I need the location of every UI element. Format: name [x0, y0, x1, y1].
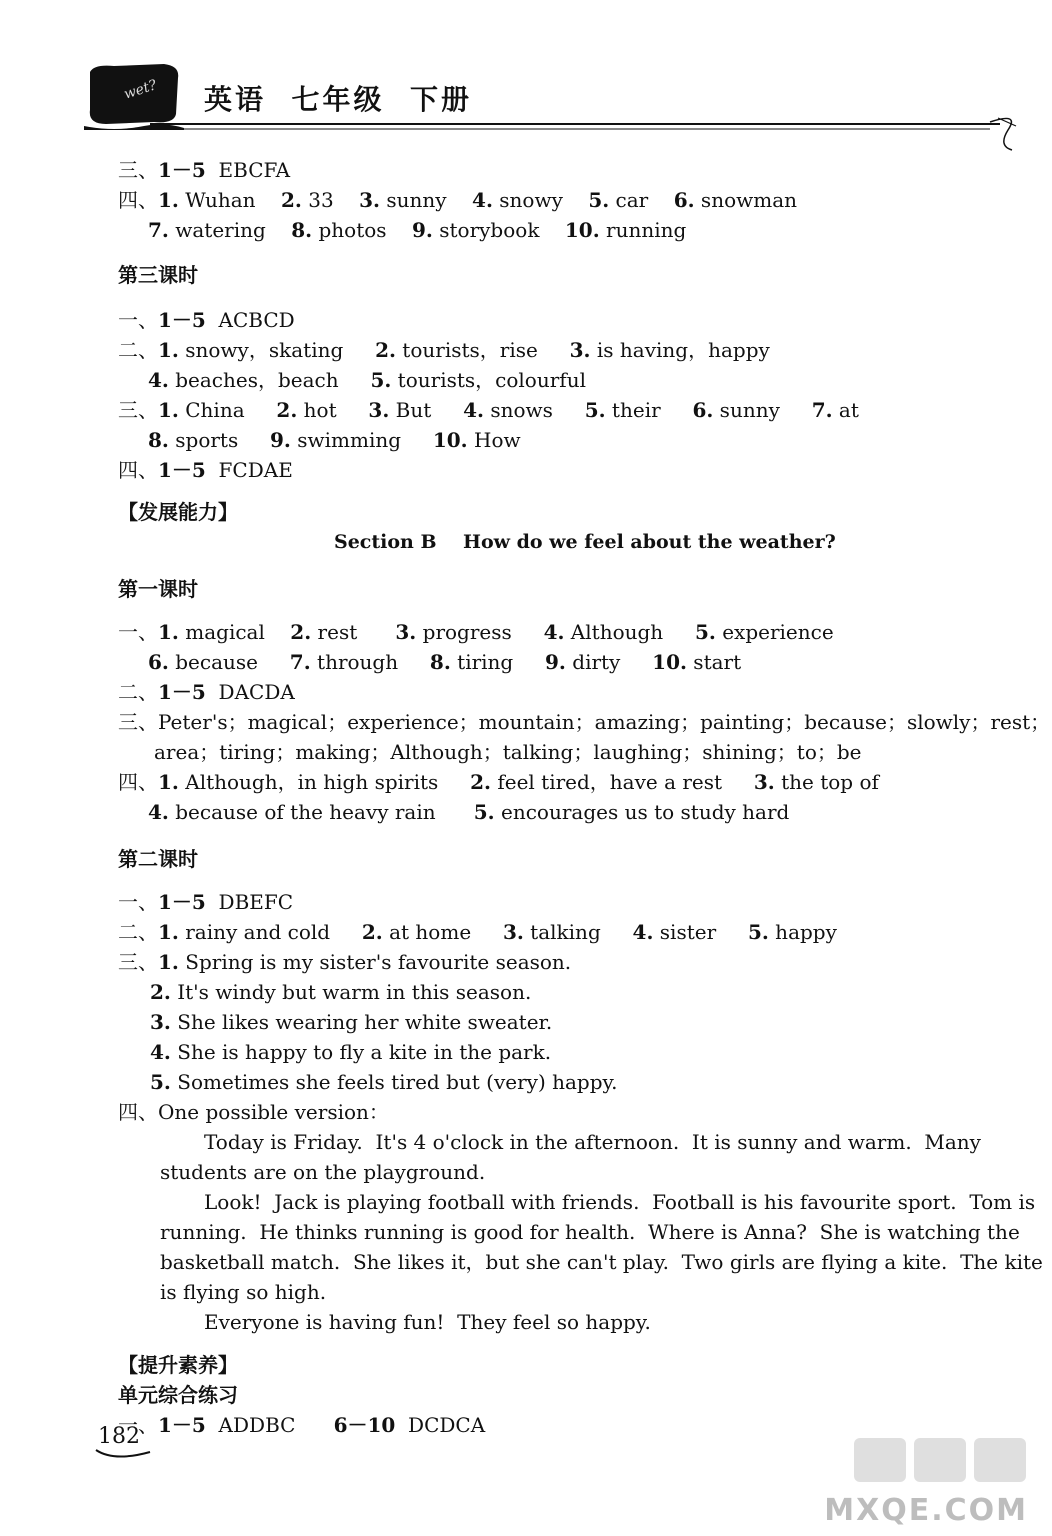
answer-text: at home: [382, 920, 503, 944]
watermark-text: MXQE.COM: [824, 1493, 1028, 1528]
answer-text: 一、: [118, 1413, 158, 1437]
item-number: 7.: [148, 218, 169, 242]
answer-text: 四、: [118, 770, 158, 794]
answer-text: basketball match. She likes it，but she can't play. Two girls are flying a kite. The kite: [160, 1250, 1043, 1274]
answer-text: rainy and cold: [178, 920, 362, 944]
answer-text: students are on the playground.: [160, 1160, 486, 1184]
answer-text: is having，happy: [590, 338, 770, 362]
item-number: 4.: [632, 920, 654, 944]
answer-text: Sometimes she feels tired but (very) happy.: [170, 1070, 618, 1094]
answer-text: She is happy to fly a kite in the park.: [170, 1040, 552, 1064]
item-number: 1.: [158, 620, 179, 644]
item-number: 4.: [543, 620, 565, 644]
answer-text: 一、: [118, 620, 158, 644]
item-number: 3.: [502, 920, 524, 944]
item-number: 3.: [359, 188, 381, 212]
answer-text: is flying so high.: [160, 1280, 327, 1304]
answer-text: Although，in high spirits: [178, 770, 471, 794]
answer-text: their: [605, 398, 693, 422]
answer-text: 三、: [118, 158, 158, 182]
item-number: 6.: [673, 188, 695, 212]
answer-text: car: [609, 188, 674, 212]
answer-text: magical: [178, 620, 291, 644]
item-number: 9.: [270, 428, 291, 452]
item-number: 1－5: [158, 1413, 206, 1437]
item-number: 5.: [694, 620, 716, 644]
answer-text: 一、: [118, 890, 158, 914]
item-number: 【发展能力】: [118, 500, 238, 524]
answer-text: ACBCD: [205, 308, 295, 332]
answer-text: It's windy but warm in this season.: [170, 980, 532, 1004]
answer-line: [118, 889, 293, 915]
answer-line: [118, 1412, 485, 1438]
answer-line: [148, 427, 521, 453]
answer-text: snowman: [694, 188, 798, 212]
answer-text: sister: [653, 920, 748, 944]
answer-text: DBEFC: [205, 890, 294, 914]
answer-text: 二、: [118, 920, 158, 944]
header-rule-decoration: [150, 112, 1030, 152]
item-number: 10.: [432, 428, 468, 452]
answer-text: EBCFA: [205, 158, 291, 182]
answer-text: Although: [564, 620, 695, 644]
answer-text: 四、: [118, 188, 158, 212]
item-number: 1.: [158, 770, 179, 794]
answer-text: experience: [715, 620, 834, 644]
answer-line: [118, 769, 879, 795]
answer-text: FCDAE: [205, 458, 293, 482]
answer-text: hot: [297, 398, 369, 422]
answer-text: watering: [168, 218, 292, 242]
answer-text: sunny: [713, 398, 812, 422]
item-number: 5.: [473, 800, 495, 824]
answer-line: [160, 1249, 1043, 1275]
answer-text: But: [389, 398, 464, 422]
answer-text: tiring: [450, 650, 546, 674]
item-number: 5.: [150, 1070, 171, 1094]
answer-text: the top of: [774, 770, 879, 794]
item-number: 7.: [811, 398, 833, 422]
answer-text: She likes wearing her white sweater.: [170, 1010, 553, 1034]
answer-line: [118, 337, 770, 363]
item-number: 3.: [753, 770, 775, 794]
item-number: 6－10: [333, 1413, 396, 1437]
answer-text: sunny: [380, 188, 473, 212]
answer-text: DACDA: [205, 680, 295, 704]
answer-text: snowy: [492, 188, 589, 212]
answer-line: [118, 919, 837, 945]
item-number: 1－5: [158, 458, 206, 482]
answer-line: [118, 576, 198, 602]
answer-text: photos: [312, 218, 412, 242]
answer-line: [160, 1219, 1020, 1245]
answer-line: [118, 457, 293, 483]
item-number: 8.: [148, 428, 169, 452]
item-number: 4.: [148, 368, 169, 392]
item-number: 6.: [692, 398, 714, 422]
answer-line: [160, 1279, 326, 1305]
answer-line: [148, 367, 586, 393]
answer-text: because of the heavy rain: [168, 800, 474, 824]
answer-line: [204, 1189, 1035, 1215]
answer-line: [204, 1129, 981, 1155]
item-number: 第三课时: [118, 263, 198, 287]
item-number: 5.: [588, 188, 610, 212]
answer-text: ADDBC: [205, 1413, 334, 1437]
answer-text: start: [686, 650, 742, 674]
answer-line: [204, 1309, 651, 1335]
item-number: 2.: [150, 980, 171, 1004]
answer-text: sports: [168, 428, 271, 452]
item-number: 1.: [158, 338, 179, 362]
item-number: 2.: [470, 770, 491, 794]
item-number: 9.: [411, 218, 433, 242]
answer-text: Everyone is having fun! They feel so happy.: [204, 1310, 651, 1334]
answer-text: DCDCA: [395, 1413, 486, 1437]
answer-text: rest: [311, 620, 396, 644]
answer-text: 一、: [118, 308, 158, 332]
item-number: 4.: [148, 800, 169, 824]
answer-line: [148, 799, 789, 825]
item-number: 1.: [158, 188, 179, 212]
answer-line: [334, 529, 836, 555]
answer-text: snows: [483, 398, 585, 422]
item-number: 3.: [368, 398, 390, 422]
answer-text: progress: [416, 620, 544, 644]
answer-text: at: [832, 398, 859, 422]
item-number: 【提升素养】: [118, 1353, 238, 1377]
answer-text: dirty: [565, 650, 653, 674]
answer-line: [118, 307, 295, 333]
answer-line: [148, 217, 686, 243]
item-number: 5.: [747, 920, 769, 944]
item-number: 2.: [290, 620, 312, 644]
item-number: 3.: [150, 1010, 171, 1034]
answer-line: [118, 1382, 238, 1408]
page-header: [0, 0, 1052, 150]
answer-line: [160, 1159, 485, 1185]
answer-line: [118, 679, 295, 705]
page-number: 182: [98, 1424, 140, 1449]
item-number: 4.: [150, 1040, 171, 1064]
answer-text: Spring is my sister's favourite season.: [178, 950, 572, 974]
item-number: 3.: [569, 338, 591, 362]
item-number: 第一课时: [118, 577, 198, 601]
answer-line: [154, 739, 862, 765]
answer-line: [118, 397, 859, 423]
answer-text: 三、Peter's；magical；experience；mountain；amazing；painting；because；slowly；rest；: [118, 710, 1051, 734]
item-number: 2.: [375, 338, 396, 362]
answer-line: [118, 1099, 389, 1125]
answer-line: [118, 1352, 238, 1378]
answer-text: encourages us to study hard: [494, 800, 790, 824]
answer-text: 四、: [118, 458, 158, 482]
answer-line: [118, 187, 797, 213]
item-number: 1.: [158, 950, 179, 974]
answer-text: because: [168, 650, 290, 674]
item-number: Section B How do we feel about the weather?: [334, 531, 836, 553]
answer-text: swimming: [290, 428, 433, 452]
item-number: 1－5: [158, 158, 206, 182]
answer-text: area；tiring；making；Although；talking；laughing；shining；to；be: [154, 740, 862, 764]
answer-text: running: [599, 218, 687, 242]
answer-line: [150, 979, 531, 1005]
answer-text: How: [467, 428, 521, 452]
item-number: 10.: [564, 218, 600, 242]
answer-text: Today is Friday. It's 4 o'clock in the afternoon. It is sunny and warm. Many: [204, 1130, 981, 1154]
answer-text: snowy，skating: [178, 338, 376, 362]
item-number: 8.: [291, 218, 313, 242]
answer-text: 三、: [118, 950, 158, 974]
answer-text: 三、: [118, 398, 158, 422]
item-number: 7.: [289, 650, 311, 674]
answer-line: [118, 157, 290, 183]
item-number: 2.: [276, 398, 298, 422]
answer-line: [118, 709, 1050, 735]
answer-line: [118, 949, 571, 975]
answer-text: tourists，rise: [395, 338, 570, 362]
answer-text: through: [310, 650, 430, 674]
answer-text: storybook: [432, 218, 565, 242]
item-number: 第二课时: [118, 847, 198, 871]
answer-line: [148, 649, 741, 675]
answer-text: China: [178, 398, 277, 422]
logo-text: wet?: [122, 77, 159, 103]
item-number: 单元综合练习: [118, 1383, 238, 1407]
answer-text: Wuhan: [178, 188, 281, 212]
answer-text: feel tired，have a rest: [490, 770, 754, 794]
item-number: 1.: [158, 920, 179, 944]
item-number: 2.: [361, 920, 383, 944]
book-title: 英语 七年级 下册: [204, 83, 472, 116]
answer-line: [118, 619, 834, 645]
item-number: 5.: [584, 398, 606, 422]
item-number: 2.: [281, 188, 302, 212]
item-number: 4.: [472, 188, 493, 212]
answer-line: [150, 1069, 618, 1095]
answer-text: 二、: [118, 338, 158, 362]
item-number: 9.: [545, 650, 566, 674]
answer-text: 二、: [118, 680, 158, 704]
answer-line: [150, 1009, 552, 1035]
answer-line: [118, 846, 198, 872]
item-number: 3.: [395, 620, 417, 644]
answer-text: happy: [768, 920, 837, 944]
answer-line: [118, 262, 198, 288]
answer-line: [150, 1039, 551, 1065]
answer-line: [118, 499, 238, 525]
item-number: 1.: [158, 398, 179, 422]
answer-text: talking: [523, 920, 633, 944]
answer-text: Look! Jack is playing football with friends. Football is his favourite sport. Tom is: [204, 1190, 1036, 1214]
answer-text: beaches，beach: [168, 368, 371, 392]
item-number: 1－5: [158, 890, 206, 914]
item-number: 1－5: [158, 308, 206, 332]
answer-text: 33: [301, 188, 360, 212]
page-number-swoosh-icon: [94, 1448, 154, 1462]
item-number: 8.: [429, 650, 451, 674]
item-number: 10.: [652, 650, 687, 674]
item-number: 4.: [463, 398, 484, 422]
answer-text: tourists，colourful: [391, 368, 586, 392]
answer-text: 四、One possible version：: [118, 1100, 389, 1124]
item-number: 6.: [148, 650, 169, 674]
item-number: 5.: [370, 368, 392, 392]
item-number: 1－5: [158, 680, 206, 704]
answer-text: running. He thinks running is good for health. Where is Anna? She is watching the: [160, 1220, 1020, 1244]
